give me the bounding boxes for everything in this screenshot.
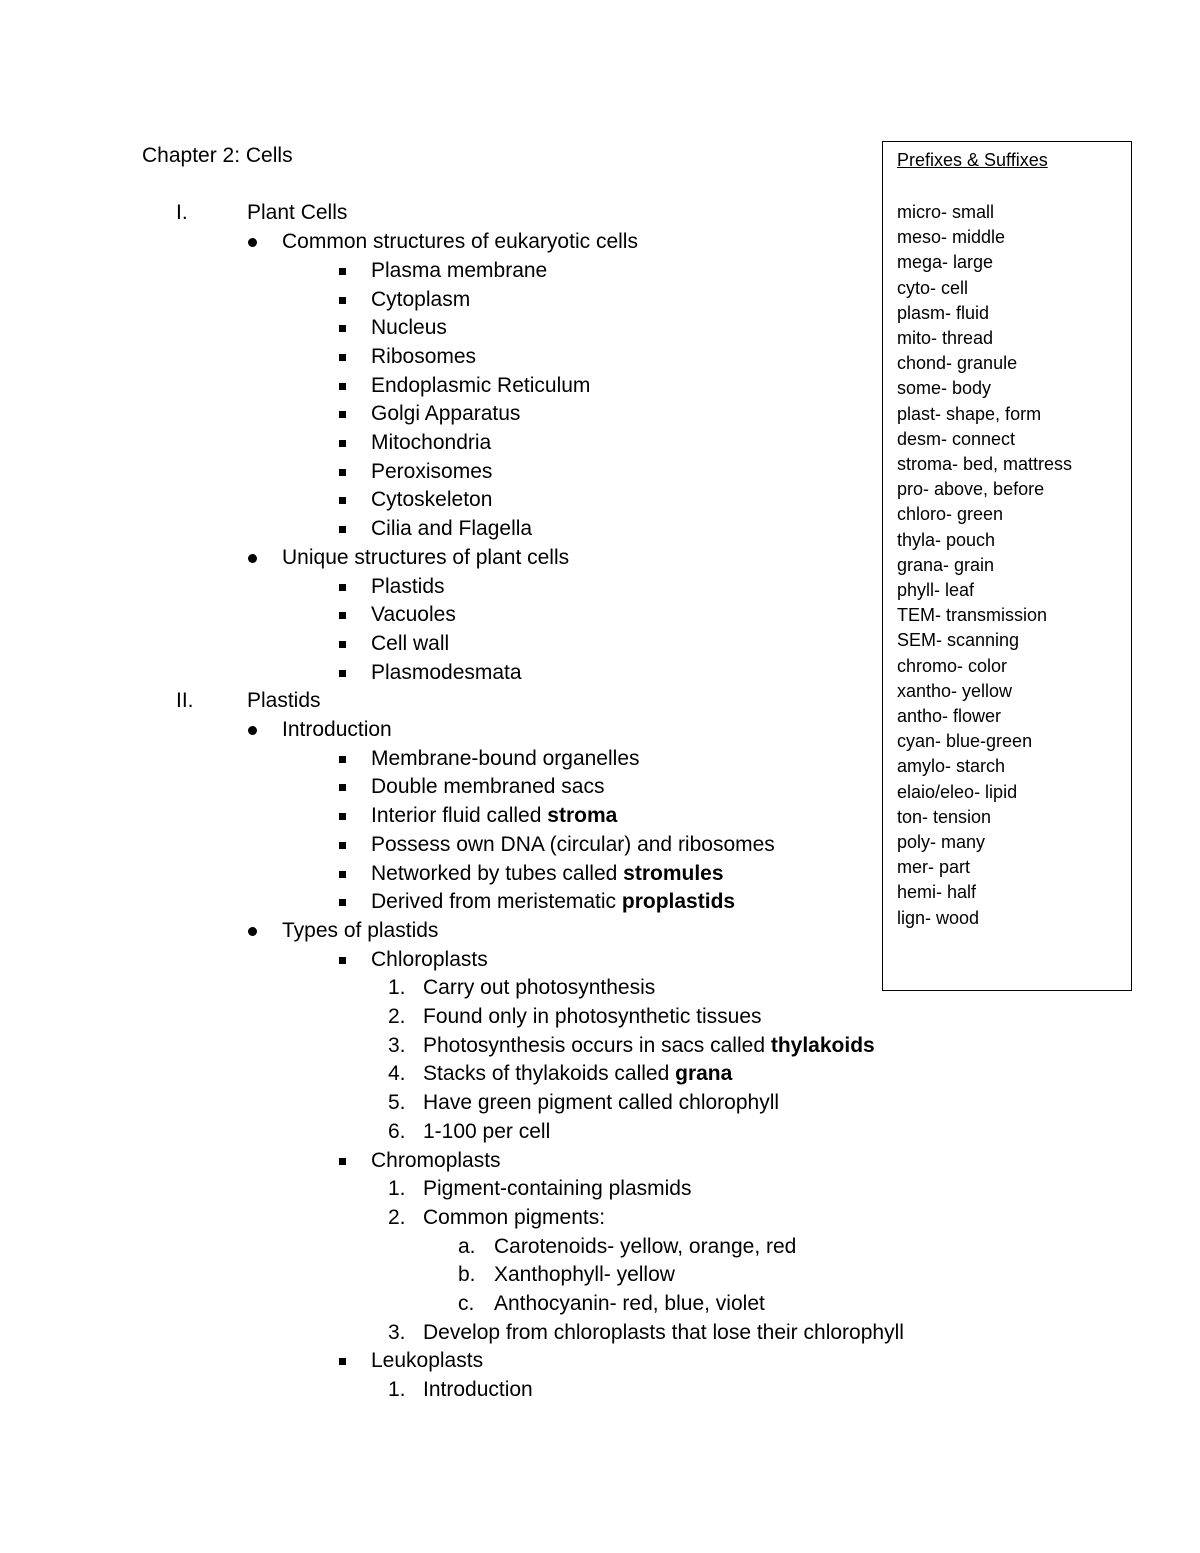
plastid-type: Chloroplasts	[371, 947, 488, 971]
bullet-square-icon	[339, 268, 346, 275]
prefix-item: chond- granule	[897, 353, 1018, 374]
bullet-label: Common structures of eukaryotic cells	[282, 230, 638, 254]
intro-item-line	[371, 832, 775, 858]
chromoplast-item-line	[423, 1176, 691, 1202]
chloroplast-item: Have green pigment called chlorophyll	[423, 1091, 780, 1115]
structure-item-line	[371, 430, 491, 456]
leukoplast-item: Introduction	[423, 1378, 533, 1402]
chromoplast-item: Common pigments:	[423, 1205, 606, 1229]
list-number: 3.	[388, 1033, 406, 1057]
section-numeral: II.	[176, 689, 194, 713]
bullet-square-icon	[339, 612, 346, 619]
prefix-item: antho- flower	[897, 706, 1002, 727]
section-title: Plastids	[247, 689, 321, 713]
intro-item-line	[371, 889, 735, 915]
structure-item-line	[371, 574, 445, 600]
structure-item-line	[371, 602, 456, 628]
bullet-square-icon	[339, 469, 346, 476]
list-number: 4.	[388, 1062, 406, 1086]
structure-item-line	[371, 287, 470, 313]
prefix-item: cyto- cell	[897, 277, 969, 298]
structure-item: Cytoskeleton	[371, 488, 493, 512]
bullet-dot-icon	[248, 238, 257, 247]
list-number: 2.	[388, 1205, 406, 1229]
bullet-square-icon	[339, 497, 346, 504]
structure-item: Plastids	[371, 574, 445, 598]
bullet-square-icon	[339, 641, 346, 648]
chloroplast-item-line	[423, 1033, 875, 1059]
structure-item-line	[371, 344, 476, 370]
section-title: Plant Cells	[247, 201, 348, 225]
intro-item-line	[371, 746, 640, 772]
intro-item-line	[371, 803, 617, 829]
structure-item: Mitochondria	[371, 431, 492, 454]
bullet-label-line	[282, 918, 438, 944]
bullet-square-icon	[339, 526, 346, 533]
bullet-square-icon	[339, 871, 346, 878]
prefix-item: desm- connect	[897, 428, 1016, 449]
section-numeral: I.	[176, 201, 188, 225]
bullet-label-line	[282, 717, 392, 743]
list-number: 1.	[388, 976, 406, 1000]
structure-item: Cilia and Flagella	[371, 517, 533, 541]
bullet-square-icon	[339, 383, 346, 390]
structure-item: Vacuoles	[371, 603, 456, 627]
bullet-square-icon	[339, 899, 346, 906]
leukoplast-item-line	[423, 1377, 533, 1403]
list-letter: c.	[458, 1292, 475, 1315]
prefix-item: grana- grain	[897, 554, 995, 575]
bullet-square-icon	[339, 584, 346, 591]
bold-term: stroma	[547, 804, 618, 828]
prefix-item: ton- tension	[897, 806, 992, 827]
prefix-item: lign- wood	[897, 907, 980, 928]
prefix-item: some- body	[897, 378, 992, 399]
sidebar-title: Prefixes & Suffixes	[897, 150, 1048, 170]
chloroplast-item-line	[423, 1061, 732, 1087]
bullet-square-icon	[339, 297, 346, 304]
list-number: 1.	[388, 1177, 406, 1201]
chromoplast-item-line	[423, 1320, 904, 1346]
bullet-square-icon	[339, 813, 346, 820]
bullet-square-icon	[339, 1158, 346, 1165]
bullet-square-icon	[339, 842, 346, 849]
bold-term: proplastids	[621, 890, 736, 914]
bullet-label: Introduction	[282, 718, 392, 741]
bullet-square-icon	[339, 784, 346, 791]
chloroplast-item-line	[423, 1004, 762, 1030]
prefixes-suffixes-box	[882, 141, 1132, 991]
prefix-item: amylo- starch	[897, 756, 1006, 777]
prefix-item: cyan- blue-green	[897, 731, 1033, 752]
bold-term: grana	[675, 1062, 733, 1086]
structure-item-line	[371, 516, 532, 542]
structure-item-line	[371, 487, 492, 513]
chloroplast-item: Found only in photosynthetic tissues	[423, 1005, 762, 1028]
list-number: 1.	[388, 1378, 406, 1402]
chloroplast-item-line	[423, 975, 655, 1001]
chromoplast-item: Develop from chloroplasts that lose their chlorophyll	[423, 1320, 904, 1344]
list-number: 5.	[388, 1091, 406, 1115]
structure-item: Plasma membrane	[371, 258, 548, 282]
prefix-item: SEM- scanning	[897, 630, 1020, 651]
bullet-square-icon	[339, 1358, 346, 1365]
prefix-list	[897, 200, 1072, 931]
list-number: 2.	[388, 1005, 406, 1028]
prefix-item: TEM- transmission	[897, 605, 1048, 626]
prefix-item: elaio/eleo- lipid	[897, 781, 1018, 802]
prefix-item: mer- part	[897, 857, 971, 878]
structure-item: Golgi Apparatus	[371, 402, 521, 426]
plastid-type-line	[371, 1148, 501, 1174]
chloroplast-item-line	[423, 1119, 550, 1145]
structure-item-line	[371, 373, 590, 399]
bullet-label-line	[282, 229, 638, 255]
prefix-item: stroma- bed, mattress	[897, 454, 1073, 475]
bullet-square-icon	[339, 411, 346, 418]
structure-item-line	[371, 459, 492, 485]
bullet-square-icon	[339, 440, 346, 447]
bullet-dot-icon	[248, 554, 257, 563]
structure-item: Cell wall	[371, 631, 450, 655]
bullet-label: Types of plastids	[282, 918, 439, 942]
list-letter: b.	[458, 1263, 476, 1287]
chapter-title-line	[142, 143, 293, 169]
structure-item-line	[371, 258, 547, 284]
bullet-square-icon	[339, 325, 346, 332]
intro-item: Membrane-bound organelles	[371, 746, 640, 770]
prefix-item: thyla- pouch	[897, 529, 996, 550]
structure-item-line	[371, 315, 447, 341]
prefix-item: hemi- half	[897, 882, 977, 903]
intro-item-line	[371, 861, 724, 887]
plastid-type: Leukoplasts	[371, 1349, 484, 1373]
bullet-square-icon	[339, 756, 346, 763]
bullet-square-icon	[339, 957, 346, 964]
structure-item: Nucleus	[371, 316, 447, 340]
section-title-line	[247, 200, 347, 226]
intro-item: Possess own DNA (circular) and ribosomes	[371, 832, 775, 856]
prefix-item: plasm- fluid	[897, 302, 990, 323]
bullet-square-icon	[339, 354, 346, 361]
section-title-line	[247, 688, 321, 714]
prefix-item: xantho- yellow	[897, 680, 1013, 701]
structure-item-line	[371, 631, 449, 657]
structure-item: Plasmodesmata	[371, 660, 522, 684]
chloroplast-item: Photosynthesis occurs in sacs called thylakoids	[423, 1033, 875, 1057]
intro-item-line	[371, 774, 604, 800]
bullet-square-icon	[339, 670, 346, 677]
pigment-item: Carotenoids- yellow, orange, red	[494, 1234, 797, 1258]
prefix-item: pro- above, before	[897, 479, 1045, 500]
bullet-label: Unique structures of plant cells	[282, 545, 570, 569]
prefix-item: mito- thread	[897, 328, 994, 349]
chapter-title: Chapter 2: Cells	[142, 144, 293, 167]
list-letter: a.	[458, 1234, 476, 1258]
intro-item: Derived from meristematic proplastids	[371, 890, 736, 914]
structure-item: Endoplasmic Reticulum	[371, 373, 591, 397]
pigment-item-line	[494, 1291, 765, 1317]
prefix-item: poly- many	[897, 832, 986, 853]
bold-term: stromules	[623, 861, 724, 885]
chromoplast-item-line	[423, 1205, 605, 1231]
prefix-item: chromo- color	[897, 655, 1008, 676]
intro-item: Networked by tubes called stromules	[371, 861, 724, 885]
bullet-label-line	[282, 545, 569, 571]
chloroplast-item: 1-100 per cell	[423, 1119, 551, 1143]
chloroplast-item: Carry out photosynthesis	[423, 976, 656, 1000]
pigment-item-line	[494, 1262, 675, 1288]
structure-item-line	[371, 660, 522, 686]
bullet-dot-icon	[248, 726, 257, 735]
chloroplast-item: Stacks of thylakoids called grana	[423, 1062, 733, 1086]
prefix-item: mega- large	[897, 252, 994, 273]
structure-item: Cytoplasm	[371, 287, 471, 311]
plastid-type-line	[371, 947, 488, 973]
structure-item: Peroxisomes	[371, 459, 493, 483]
list-number: 3.	[388, 1320, 406, 1344]
chromoplast-item: Pigment-containing plasmids	[423, 1177, 692, 1201]
prefix-item: plast- shape, form	[897, 403, 1042, 424]
structure-item: Ribosomes	[371, 344, 477, 368]
intro-item: Double membraned sacs	[371, 775, 605, 799]
intro-item: Interior fluid called stroma	[371, 804, 618, 828]
chloroplast-item-line	[423, 1090, 779, 1116]
pigment-item: Anthocyanin- red, blue, violet	[494, 1292, 765, 1315]
bold-term: thylakoids	[770, 1033, 875, 1057]
prefix-item: chloro- green	[897, 504, 1004, 525]
prefix-item: phyll- leaf	[897, 580, 975, 601]
pigment-item-line	[494, 1234, 796, 1260]
pigment-item: Xanthophyll- yellow	[494, 1263, 675, 1287]
structure-item-line	[371, 401, 520, 427]
bullet-dot-icon	[248, 927, 257, 936]
plastid-type: Chromoplasts	[371, 1148, 501, 1172]
prefix-item: micro- small	[897, 202, 994, 222]
plastid-type-line	[371, 1348, 483, 1374]
list-number: 6.	[388, 1119, 406, 1143]
prefix-item: meso- middle	[897, 227, 1006, 248]
